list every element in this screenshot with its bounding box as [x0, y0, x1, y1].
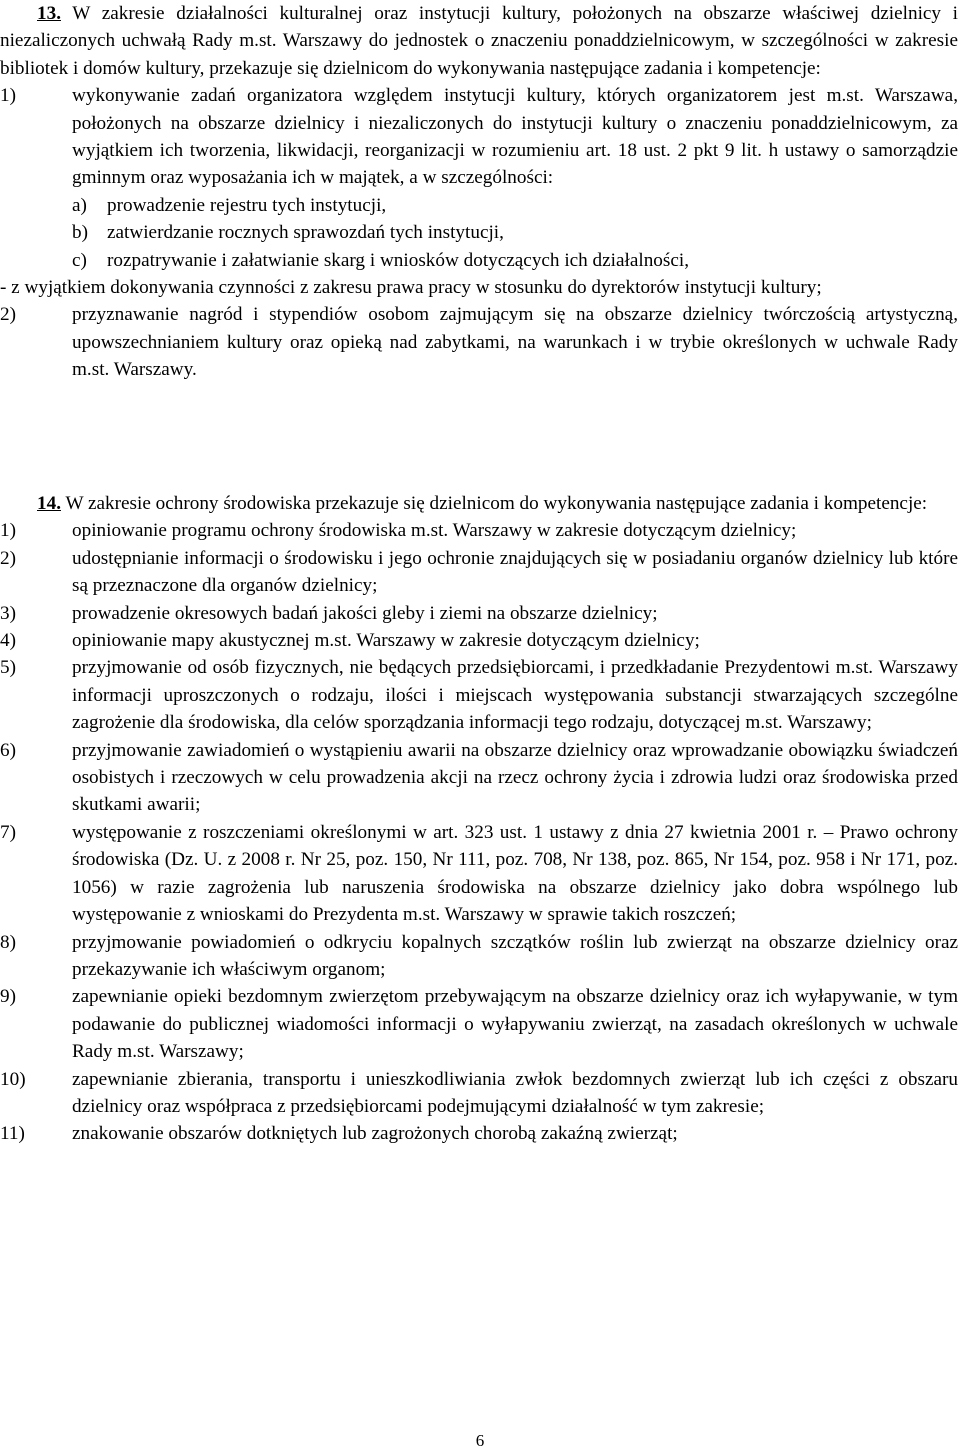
item-number: 1): [0, 85, 16, 107]
section-14-item: [0, 517, 958, 544]
item-number: 10): [0, 1068, 26, 1090]
section-14-item: [0, 737, 958, 819]
section-14-intro-paragraph: [0, 490, 958, 517]
section-14-item: [0, 929, 958, 984]
item-number: 8): [0, 931, 16, 953]
section-14: [0, 490, 958, 1148]
item-text: wykonywanie zadań organizatora względem instytucji kultury, których organizatorem jest m.st. Warszawa, położonych na obszarze dzielnicy i niezaliczonych do instytucji kultury o znaczeniu ponaddzielnicowym, za wyjątkiem ich tworzenia, likwidacji, reorganizacji w rozumieniu art. 18 ust. 2 pkt 9 lit. h ustawy o samorządzie gminnym oraz wyposażania ich w majątek, a w szczególności:: [72, 85, 958, 189]
section-14-item: [0, 654, 958, 736]
item-number: 3): [0, 602, 16, 624]
item-text: przyjmowanie od osób fizycznych, nie będących przedsiębiorcami, i przedkładanie Prezydentowi m.st. Warszawy informacji uproszczonych o rodzaju, ilości i miejscach występowania substancji stwarzających szczególne zagrożenie dla środowiska, dla celów sporządzania informacji tego rodzaju, dotyczącej m.st. Warszawy;: [72, 657, 958, 734]
item-text: zapewnianie opieki bezdomnym zwierzętom przebywającym na obszarze dzielnicy oraz ich wyłapywanie, w tym podawanie do publicznej wiadomości informacji o wyłapywaniu zwierząt, na zasadach określonych w uchwale Rady m.st. Warszawy;: [72, 986, 958, 1063]
sub-item-letter: c): [72, 249, 87, 271]
section-13-intro-paragraph: [0, 0, 958, 82]
section-14-item: [0, 1066, 958, 1121]
sub-item-text: zatwierdzanie rocznych sprawozdań tych instytucji,: [107, 222, 504, 244]
page-number: 6: [475, 1431, 485, 1450]
item-number: 1): [0, 520, 16, 542]
section-13-item-1-tail: - z wyjątkiem dokonywania czynności z zakresu prawa pracy w stosunku do dyrektorów instytucji kultury;: [0, 277, 822, 299]
item-text: zapewnianie zbierania, transportu i unieszkodliwiania zwłok bezdomnych zwierząt lub ich części z obszaru dzielnicy oraz współpraca z przedsiębiorcami podejmującymi działalność w tym zakresie;: [72, 1068, 958, 1117]
item-text: prowadzenie okresowych badań jakości gleby i ziemi na obszarze dzielnicy;: [72, 602, 658, 624]
item-text: opiniowanie mapy akustycznej m.st. Warszawy w zakresie dotyczącym dzielnicy;: [72, 630, 700, 652]
item-text: występowanie z roszczeniami określonymi w art. 323 ust. 1 ustawy z dnia 27 kwietnia 2001 r. – Prawo ochrony środowiska (Dz. U. z 2008 r. Nr 25, poz. 150, Nr 111, poz. 708, Nr 138, poz. 865, Nr 154, poz. 958 i Nr 171, poz. 1056) w razie zagrożenia lub naruszenia środowiska na obszarze dzielnicy jako dobra wspólnego lub występowanie z wnioskami do Prezydenta m.st. Warszawy w sprawie takich roszczeń;: [72, 821, 958, 926]
section-14-item: [0, 627, 958, 654]
item-number: 2): [0, 304, 16, 326]
section-14-number: 14.: [37, 493, 61, 514]
sub-item-letter: a): [72, 194, 87, 216]
item-text: opiniowanie programu ochrony środowiska m.st. Warszawy w zakresie dotyczącym dzielnicy;: [72, 520, 797, 542]
section-13: [0, 0, 958, 384]
item-number: 7): [0, 821, 16, 843]
section-13-item-1-sub-a: [0, 192, 958, 219]
section-14-item: [0, 1120, 958, 1147]
item-number: 11): [0, 1123, 25, 1145]
section-14-intro: W zakresie ochrony środowiska przekazuje się dzielnicom do wykonywania następujące zadania i kompetencje:: [65, 493, 928, 514]
item-number: 2): [0, 547, 16, 569]
section-14-item: [0, 819, 958, 929]
sub-item-text: prowadzenie rejestru tych instytucji,: [107, 194, 387, 216]
section-14-item: [0, 600, 958, 627]
item-number: 9): [0, 986, 16, 1008]
item-text: znakowanie obszarów dotkniętych lub zagrożonych chorobą zakaźną zwierząt;: [72, 1123, 678, 1145]
item-number: 4): [0, 630, 16, 652]
item-text: przyjmowanie zawiadomień o wystąpieniu awarii na obszarze dzielnicy oraz wprowadzanie obowiązku świadczeń osobistych i rzeczowych w celu prowadzenia akcji na rzecz ochrony życia i zdrowia ludzi oraz środowiska przed skutkami awarii;: [72, 739, 958, 816]
item-number: 6): [0, 739, 16, 761]
section-13-number: 13.: [37, 3, 61, 24]
section-13-intro: W zakresie działalności kulturalnej oraz instytucji kultury, położonych na obszarze właściwej dzielnicy i niezaliczonych uchwałą Rady m.st. Warszawy do jednostek o znaczeniu ponaddzielnicowym, w szczególności w zakresie bibliotek i domów kultury, przekazuje się dzielnicom do wykonywania następujące zadania i kompetencje:: [0, 3, 958, 79]
item-text: udostępnianie informacji o środowisku i jego ochronie znajdujących się w posiadaniu organów dzielnicy lub które są przeznaczone dla organów dzielnicy;: [72, 547, 958, 597]
section-13-item-1: [0, 82, 958, 192]
item-number: 5): [0, 657, 16, 679]
item-text: przyznawanie nagród i stypendiów osobom zajmującym się na obszarze dzielnicy twórczością artystyczną, upowszechnianiem kultury oraz opieką nad zabytkami, na warunkach i w trybie określonych w uchwale Rady m.st. Warszawy.: [72, 304, 958, 381]
sub-item-text: rozpatrywanie i załatwianie skarg i wniosków dotyczących ich działalności,: [107, 249, 689, 271]
item-text: przyjmowanie powiadomień o odkryciu kopalnych szczątków roślin lub zwierząt na obszarze dzielnicy oraz przekazywanie ich właściwym organom;: [72, 931, 958, 980]
section-13-item-2: [0, 301, 958, 383]
section-13-item-1-sub-b: [0, 219, 958, 246]
section-13-item-1-sub-c: [0, 247, 958, 274]
section-14-items-list: [0, 517, 958, 1147]
section-14-item: [0, 545, 958, 600]
sub-item-letter: b): [72, 222, 88, 244]
section-14-item: [0, 983, 958, 1065]
